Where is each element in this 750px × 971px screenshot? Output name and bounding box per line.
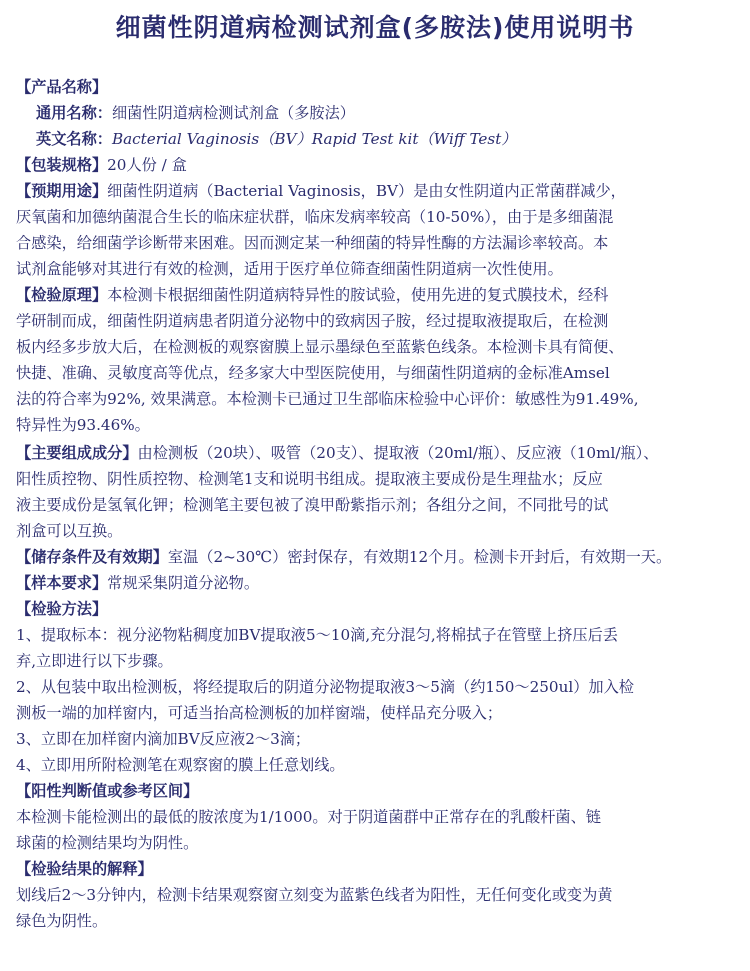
paragraph-line: 液主要成份是氢氧化钾；检测笔主要包被了溴甲酚紫指示剂；各组分之间，不同批号的试 (16, 496, 609, 514)
storage-row (16, 544, 740, 570)
paragraph-line: 板内经多步放大后，在检测板的观察窗膜上显示墨绿色至蓝紫色线条。本检测卡具有简便、 (16, 338, 624, 356)
paragraph-line: 球菌的检测结果均为阴性。 (16, 834, 199, 852)
paragraph-line: 学研制而成，细菌性阴道病患者阴道分泌物中的致病因子胺，经过提取液提取后，在检测 (16, 312, 609, 330)
sample-value: 常规采集阴道分泌物。 (107, 574, 259, 592)
list-item: 测板一端的加样窗内，可适当抬高检测板的加样窗端，使样品充分吸入； (16, 704, 502, 722)
section-heading-interpretation: 【检验结果的解释】 (16, 860, 153, 878)
packaging-row (16, 152, 740, 178)
sample-row (16, 570, 740, 596)
paragraph-line: 本检测卡根据细菌性阴道病特异性的胺试验，使用先进的复式膜技术，经科 (107, 286, 609, 304)
list-item: 4、立即用所附检测笔在观察窗的膜上任意划线。 (16, 756, 345, 774)
paragraph-line: 由检测板（20块）、吸管（20支）、提取液（20ml/瓶）、反应液（10ml/瓶）、 (137, 444, 659, 462)
section-heading-storage: 【储存条件及有效期】 (16, 548, 168, 566)
paragraph-line: 细菌性阴道病（Bacterial Vaginosis，BV）是由女性阴道内正常菌群减少， (107, 182, 626, 200)
section-heading-packaging: 【包装规格】 (16, 156, 108, 174)
list-item: 弃,立即进行以下步骤。 (16, 652, 173, 670)
section-heading-product: 【产品名称】 (16, 78, 108, 96)
packaging-value: 20人份 / 盒 (107, 156, 187, 174)
common-name-row (16, 100, 740, 126)
paragraph-line: 特异性为93.46%。 (16, 416, 150, 434)
section-heading-method: 【检验方法】 (16, 600, 108, 618)
section-heading-cutoff: 【阳性判断值或参考区间】 (16, 782, 199, 800)
intended-use-line (16, 178, 740, 204)
paragraph-line: 快捷、准确、灵敏度高等优点，经多家大中型医院使用，与细菌性阴道病的金标准Amsel (16, 364, 610, 382)
section-heading-principle: 【检验原理】 (16, 286, 108, 304)
list-item: 3、立即在加样窗内滴加BV反应液2～3滴； (16, 730, 311, 748)
english-name-label: 英文名称： (36, 130, 112, 148)
components-line (16, 440, 740, 466)
common-name-value: 细菌性阴道病检测试剂盒（多胺法） (111, 104, 355, 122)
document-body (16, 74, 740, 934)
paragraph-line: 本检测卡能检测出的最低的胺浓度为1/1000。对于阴道菌群中正常存在的乳酸杆菌、链 (16, 808, 601, 826)
paragraph-line: 合感染，给细菌学诊断带来困难。因而测定某一种细菌的特异性酶的方法漏诊率较高。本 (16, 234, 609, 252)
document-title: 细菌性阴道病检测试剂盒(多胺法)使用说明书 (115, 13, 635, 42)
paragraph-line: 法的符合率为92%, 效果满意。本检测卡已通过卫生部临床检验中心评价：敏感性为91.49%, (16, 390, 639, 408)
section-heading-components: 【主要组成成分】 (16, 444, 138, 462)
list-item: 1、提取标本：视分泌物粘稠度加BV提取液5～10滴,充分混匀,将棉拭子在管壁上挤压后丢 (16, 626, 618, 644)
english-name-value: Bacterial Vaginosis（BV）Rapid Test kit（Wiff Test） (111, 130, 517, 148)
section-heading-sample: 【样本要求】 (16, 574, 108, 592)
paragraph-line: 绿色为阴性。 (16, 912, 108, 930)
paragraph-line: 厌氧菌和加德纳菌混合生长的临床症状群，临床发病率较高（10-50%），由于是多细菌混 (16, 208, 614, 226)
paragraph-line: 试剂盒能够对其进行有效的检测，适用于医疗单位筛查细菌性阴道病一次性使用。 (16, 260, 563, 278)
paragraph-line: 剂盒可以互换。 (16, 522, 123, 540)
section-heading-intended-use: 【预期用途】 (16, 182, 108, 200)
paragraph-line: 划线后2～3分钟内，检测卡结果观察窗立刻变为蓝紫色线者为阳性，无任何变化或变为黄 (16, 886, 613, 904)
storage-value: 室温（2~30℃）密封保存，有效期12个月。检测卡开封后，有效期一天。 (167, 548, 672, 566)
principle-line (16, 282, 740, 308)
common-name-label: 通用名称： (36, 104, 112, 122)
list-item: 2、从包装中取出检测板，将经提取后的阴道分泌物提取液3～5滴（约150～250ul）加入检 (16, 678, 634, 696)
paragraph-line: 阳性质控物、阴性质控物、检测笔1支和说明书组成。提取液主要成份是生理盐水；反应 (16, 470, 603, 488)
english-name-row (16, 126, 740, 152)
